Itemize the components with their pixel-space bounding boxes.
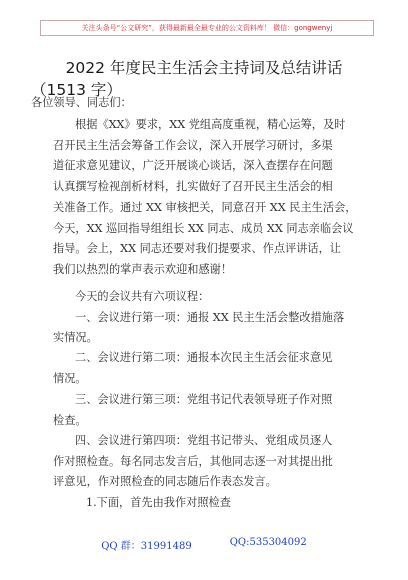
qq-number: QQ:535304092	[229, 537, 307, 548]
agenda-intro: 今天的会议共有六项议程：	[75, 290, 210, 303]
agenda-item-line: 四、会议进行第四项：党组书记带头、党组成员逐人	[75, 434, 333, 447]
agenda-item-line: 三、会议进行第三项：党组书记代表领导班子作对照	[75, 393, 333, 406]
agenda-item-line: 评意见，作对照检查的同志随后作表态发言。	[53, 475, 277, 488]
paragraph-line: 召开民主生活会筹备工作会议，深入开展学习研讨，多渠	[53, 139, 333, 152]
document-title-wordcount: （1513 字）	[31, 81, 122, 99]
agenda-item-line: 情况。	[53, 372, 87, 385]
agenda-item-line: 二、会议进行第二项：通报本次民主生活会征求意见	[75, 351, 333, 364]
footer-contacts	[0, 537, 408, 552]
paragraph-line: 我们以热烈的掌声表示欢迎和感谢！	[53, 263, 233, 276]
document-title: 2022 年度民主生活会主持词及总结讲话	[65, 59, 343, 77]
agenda-item-line: 作对照检查。每名同志发言后，其他同志逐一对其提出批	[53, 455, 333, 468]
paragraph-line: 指导。会上，XX 同志还要对我们提要求、作点评讲话，让	[53, 242, 341, 255]
paragraph-line: 认真撰写检视剖析材料，扎实做好了召开民主生活会的相	[53, 180, 333, 193]
agenda-item-line: 检查。	[53, 414, 87, 427]
agenda-item-line: 实情况。	[53, 331, 98, 344]
paragraph-line: 今天，XX 巡回指导组组长 XX 同志、成员 XX 同志亲临会议	[53, 222, 354, 235]
promo-banner: 关注头条号“公文研究”，获得最新最全最专业的公文资料库！ 微信：gongwenyj	[40, 20, 374, 36]
qq-group: QQ 群：31991489	[101, 541, 192, 552]
agenda-item-line: 一、会议进行第一项：通报 XX 民主生活会整改措施落	[75, 311, 345, 324]
paragraph-line: 根据《XX》要求，XX 党组高度重视，精心运筹，及时	[75, 118, 346, 131]
paragraph-line: 关准备工作。通过 XX 审核把关，同意召开 XX 民主生活会，	[53, 201, 357, 214]
salutation: 各位领导、同志们：	[31, 96, 132, 109]
agenda-subitem: 1.下面，首先由我作对照检查	[86, 496, 231, 509]
paragraph-line: 道征求意见建议，广泛开展谈心谈话，深入查摆存在问题	[53, 159, 333, 172]
